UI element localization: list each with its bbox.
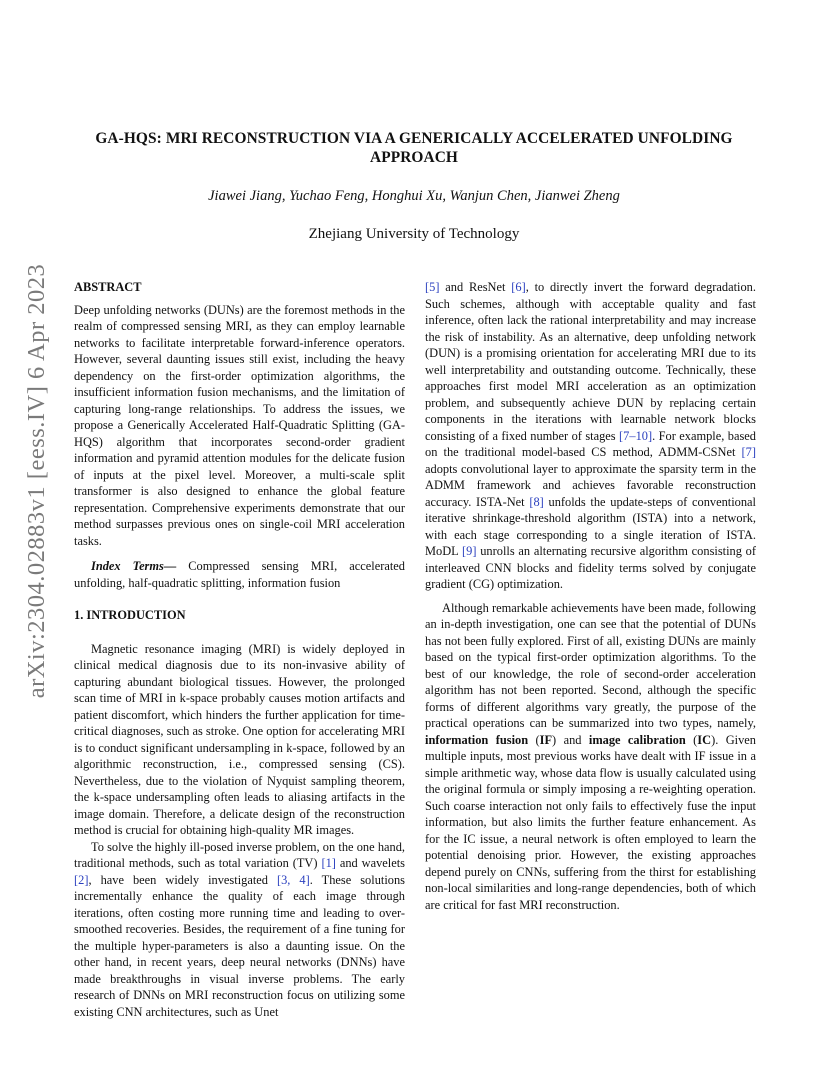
paper-title-line-2: APPROACH (369, 149, 458, 166)
affiliation: Zhejiang University of Technology (308, 226, 520, 242)
term-information-fusion: information fusion (425, 732, 529, 747)
text-run: unrolls an alternating recursive algorithm consisting of interleaved CNN blocks and fidelity terms solved by conjugate gradient (CG) optimization. (425, 544, 756, 591)
author-list: Jiawei Jiang, Yuchao Feng, Honghui Xu, Wanjun Chen, Jianwei Zheng (208, 188, 620, 204)
citation-link-7-10[interactable]: [7–10] (619, 428, 653, 443)
intro-paragraph-2-continued (425, 279, 756, 593)
text-run: To solve the highly ill-posed inverse problem, on the one hand, traditional methods, such as total variation (TV) (74, 839, 405, 870)
index-terms-text: Compressed sensing MRI, accelerated unfolding, half-quadratic splitting, information fusion (74, 559, 406, 590)
index-terms-label: Index Terms— (91, 559, 177, 573)
term-image-calibration: image calibration (588, 732, 686, 747)
term-ic: IC (697, 732, 712, 747)
citation-link-8[interactable]: [8] (529, 494, 544, 509)
text-run: ) and (552, 732, 589, 747)
text-run: and ResNet (439, 280, 512, 294)
intro-heading: 1. INTRODUCTION (74, 608, 186, 622)
citation-link-6[interactable]: [6] (511, 280, 526, 294)
text-run: ( (528, 732, 540, 747)
right-column (425, 279, 756, 913)
intro-paragraph-1: Magnetic resonance imaging (MRI) is widely deployed in clinical medical diagnosis due to its non-invasive ability of capturing abundant biological tissues. However, the prolonged scan time of MRI in k-space probably causes motion artifacts and patient discomfort, which hinders the further application for time-critical diagnoses, such as stroke. One option for accelerating MRI is to conduct significant undersampling in k-space, followed by an algorithmic reconstruction, i.e., compressed sensing (CS). Nevertheless, due to the violation of Nyquist sampling theorem, the k-space undersampling often leads to aliasing artifacts in the image domain. Therefore, a delicate design of the reconstruction method is crucial for obtaining high-quality MR images. (74, 641, 405, 837)
text-run: and wavelets (335, 856, 406, 870)
text-run: unfolds the update-steps of conventional iterative shrinkage-threshold algorithm (ISTA) into a network, with each stage corresponding to a single iteration of ISTA. MoDL (425, 494, 756, 558)
citation-link-7[interactable]: [7] (741, 445, 756, 459)
term-if: IF (539, 732, 553, 747)
text-run: , to directly invert the forward degradation. Such schemes, although with acceptable quality and fast inference, often lack the rational interpretability and may increase the risk of instability. As an alternative, deep unfolding network (DUN) is a promising orientation for accelerating MRI due to its well interpretability and outstanding outcome. Technically, these approaches first model MRI acceleration as an optimization problem, and subsequently achieve DUN by replacing certain components in the iterations with learnable network blocks consisting of a fixed number of stages (425, 280, 756, 443)
abstract-text: Deep unfolding networks (DUNs) are the foremost methods in the realm of compressed sensing MRI, as they can employ learnable networks to facilitate interpretable forward-inference operators. However, several daunting issues still exist, including the heavy dependency on the first-order optimization algorithms, the insufficient information fusion mechanisms, and the limitation of capturing long-range relationships. To address the issues, we propose a Generically Accelerated Half-Quadratic Splitting (GA-HQS) algorithm that incorporates second-order gradient information and pyramid attention modules for the delicate fusion of inputs at the pixel level. Moreover, a multi-scale split transformer is also designed to enhance the global feature representation. Comprehensive experiments demonstrate that our method surpasses previous ones on single-coil MRI acceleration tasks. (74, 302, 405, 548)
citation-link-5[interactable]: [5] (425, 280, 440, 294)
text-run: . These solutions incrementally enhance the quality of each image through iterations, often costing more running time and leading to over-smoothed recoveries. Besides, the requirement of a fine tuning for the multiple hyper-parameters is also a daunting issue. On the other hand, in recent years, deep neural networks (DNNs) have made breakthroughs in visual inverse problems. The early research of DNNs on MRI reconstruction focus on utilizing some existing CNN architectures, such as Unet (74, 872, 405, 1019)
text-run: Although remarkable achievements have been made, following an in-depth investigation, one can see that the potential of DUNs has not been fully explored. First of all, existing DUNs are mainly based on the typical first-order optimization algorithms. To the best of our knowledge, the role of second-order acceleration algorithm has not been reported. Second, although the specific forms of different algorithms vary greatly, the purpose of the practical operations can be summarized into two types, namely, (425, 600, 756, 730)
index-terms (74, 558, 405, 591)
text-run: adopts convolutional layer to approximate the sparsity term in the ADMM framework and achieves favorable reconstruction accuracy. ISTA-Net (425, 461, 756, 509)
arxiv-stamp-text: arXiv:2304.02883v1 [eess.IV] 6 Apr 2023 (23, 263, 50, 699)
intro-paragraph-3 (425, 600, 756, 914)
intro-paragraph-2 (74, 839, 405, 1021)
citation-link-2[interactable]: [2] (74, 872, 89, 887)
paper-title-line-1: GA-HQS: MRI RECONSTRUCTION VIA A GENERICALLY ACCELERATED UNFOLDING (95, 130, 733, 147)
text-run: . For example, based on the traditional model-based CS method, ADMM-CSNet (425, 428, 756, 459)
text-run: , have been widely investigated (88, 872, 277, 887)
citation-link-3-4[interactable]: [3, 4] (276, 872, 310, 887)
arxiv-stamp (23, 263, 50, 699)
left-column (74, 279, 405, 1020)
citation-link-1[interactable]: [1] (321, 856, 336, 870)
citation-link-9[interactable]: [9] (462, 544, 477, 558)
text-run: ). Given multiple inputs, most previous works have dealt with IF issue in a simple arithmetic way, whose data flow is usually calculated using the original formula or simply imposing a re-weighting operation. Such coarse interaction not only fails to effectively fuse the input information, but also limits the further feature enhancement. As for the IC issue, a neural network is often employed to learn the potential denoising prior. However, the existing approaches depend purely on CNNs, suffering from the thirst for establishing non-local similarities and long-range dependencies, both of which are critical for fast MRI reconstruction. (425, 732, 756, 912)
paper-title (60, 129, 768, 167)
abstract-heading: ABSTRACT (74, 280, 142, 294)
text-run: ( (685, 732, 698, 747)
